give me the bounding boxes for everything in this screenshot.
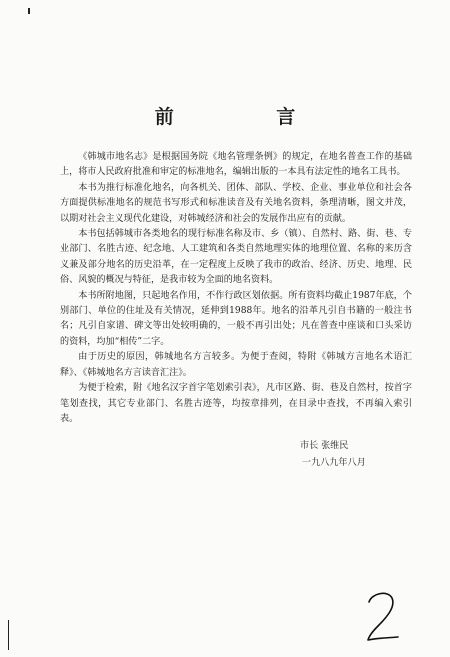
preface-body <box>60 150 412 427</box>
scan-edge-mark <box>28 8 30 14</box>
page-title: 前 言 <box>154 106 344 128</box>
signature-date: 一九八九年八月 <box>302 458 366 468</box>
paragraph: 为便于检索，附《地名汉字首字笔划索引表》，凡市区路、街、巷及自然村，按首字笔划查找，其它专业部门、名胜古迹等，均按章排列，在目录中查找，不再编入索引表。 <box>60 383 412 424</box>
paragraph: 本书所附地图，只起地名作用，不作行政区划依据。所有资料均截止1987年底，个别部门、单位的住址及有关情况，延伸到1988年。地名的沿革凡引自书籍的一般注书名；凡引自家谱、碑文等出处较明确的，一般不再引出处；凡在普查中座谈和口头采访的资料，均加“相传”二字。 <box>60 290 412 347</box>
paragraph: 《韩城市地名志》是根据国务院《地名管理条例》的规定，在地名普查工作的基础上，将市人民政府批准和审定的标准地名，编辑出版的一本具有法定性的地名工具书。 <box>60 152 412 178</box>
paragraph: 由于历史的原因，韩城地名方言较多。为便于查阅，特附《韩城方言地名术语汇释》、《韩城地名方言读音汇注》。 <box>60 352 412 378</box>
paragraph: 本书为推行标准化地名，向各机关、团体、部队、学校、企业、事业单位和社会各方面提供标准地名的规范书写形式和标准读音及有关地名资料，条理清晰，图文并茂，以期对社会主义现代化建设，对韩城经济和社会的发展作出应有的贡献。 <box>60 182 412 224</box>
paragraph: 本书包括韩城市各类地名的现行标准名称及市、乡（镇）、自然村、路、街、巷、专业部门、名胜古迹、纪念地、人工建筑和各类自然地理实体的地理位置、名称的来历含义兼及部分地名的历史沿革，在一定程度上反映了我市的政治、经济、历史、地理、民俗、风貌的概况与特征，是我市较为全面的地名资料。 <box>60 229 412 286</box>
page-number <box>360 588 404 650</box>
signature-author: 市长 张维民 <box>300 441 349 451</box>
scan-edge-mark <box>8 620 9 650</box>
signature-block <box>300 438 420 472</box>
handwritten-page-number <box>360 588 404 646</box>
